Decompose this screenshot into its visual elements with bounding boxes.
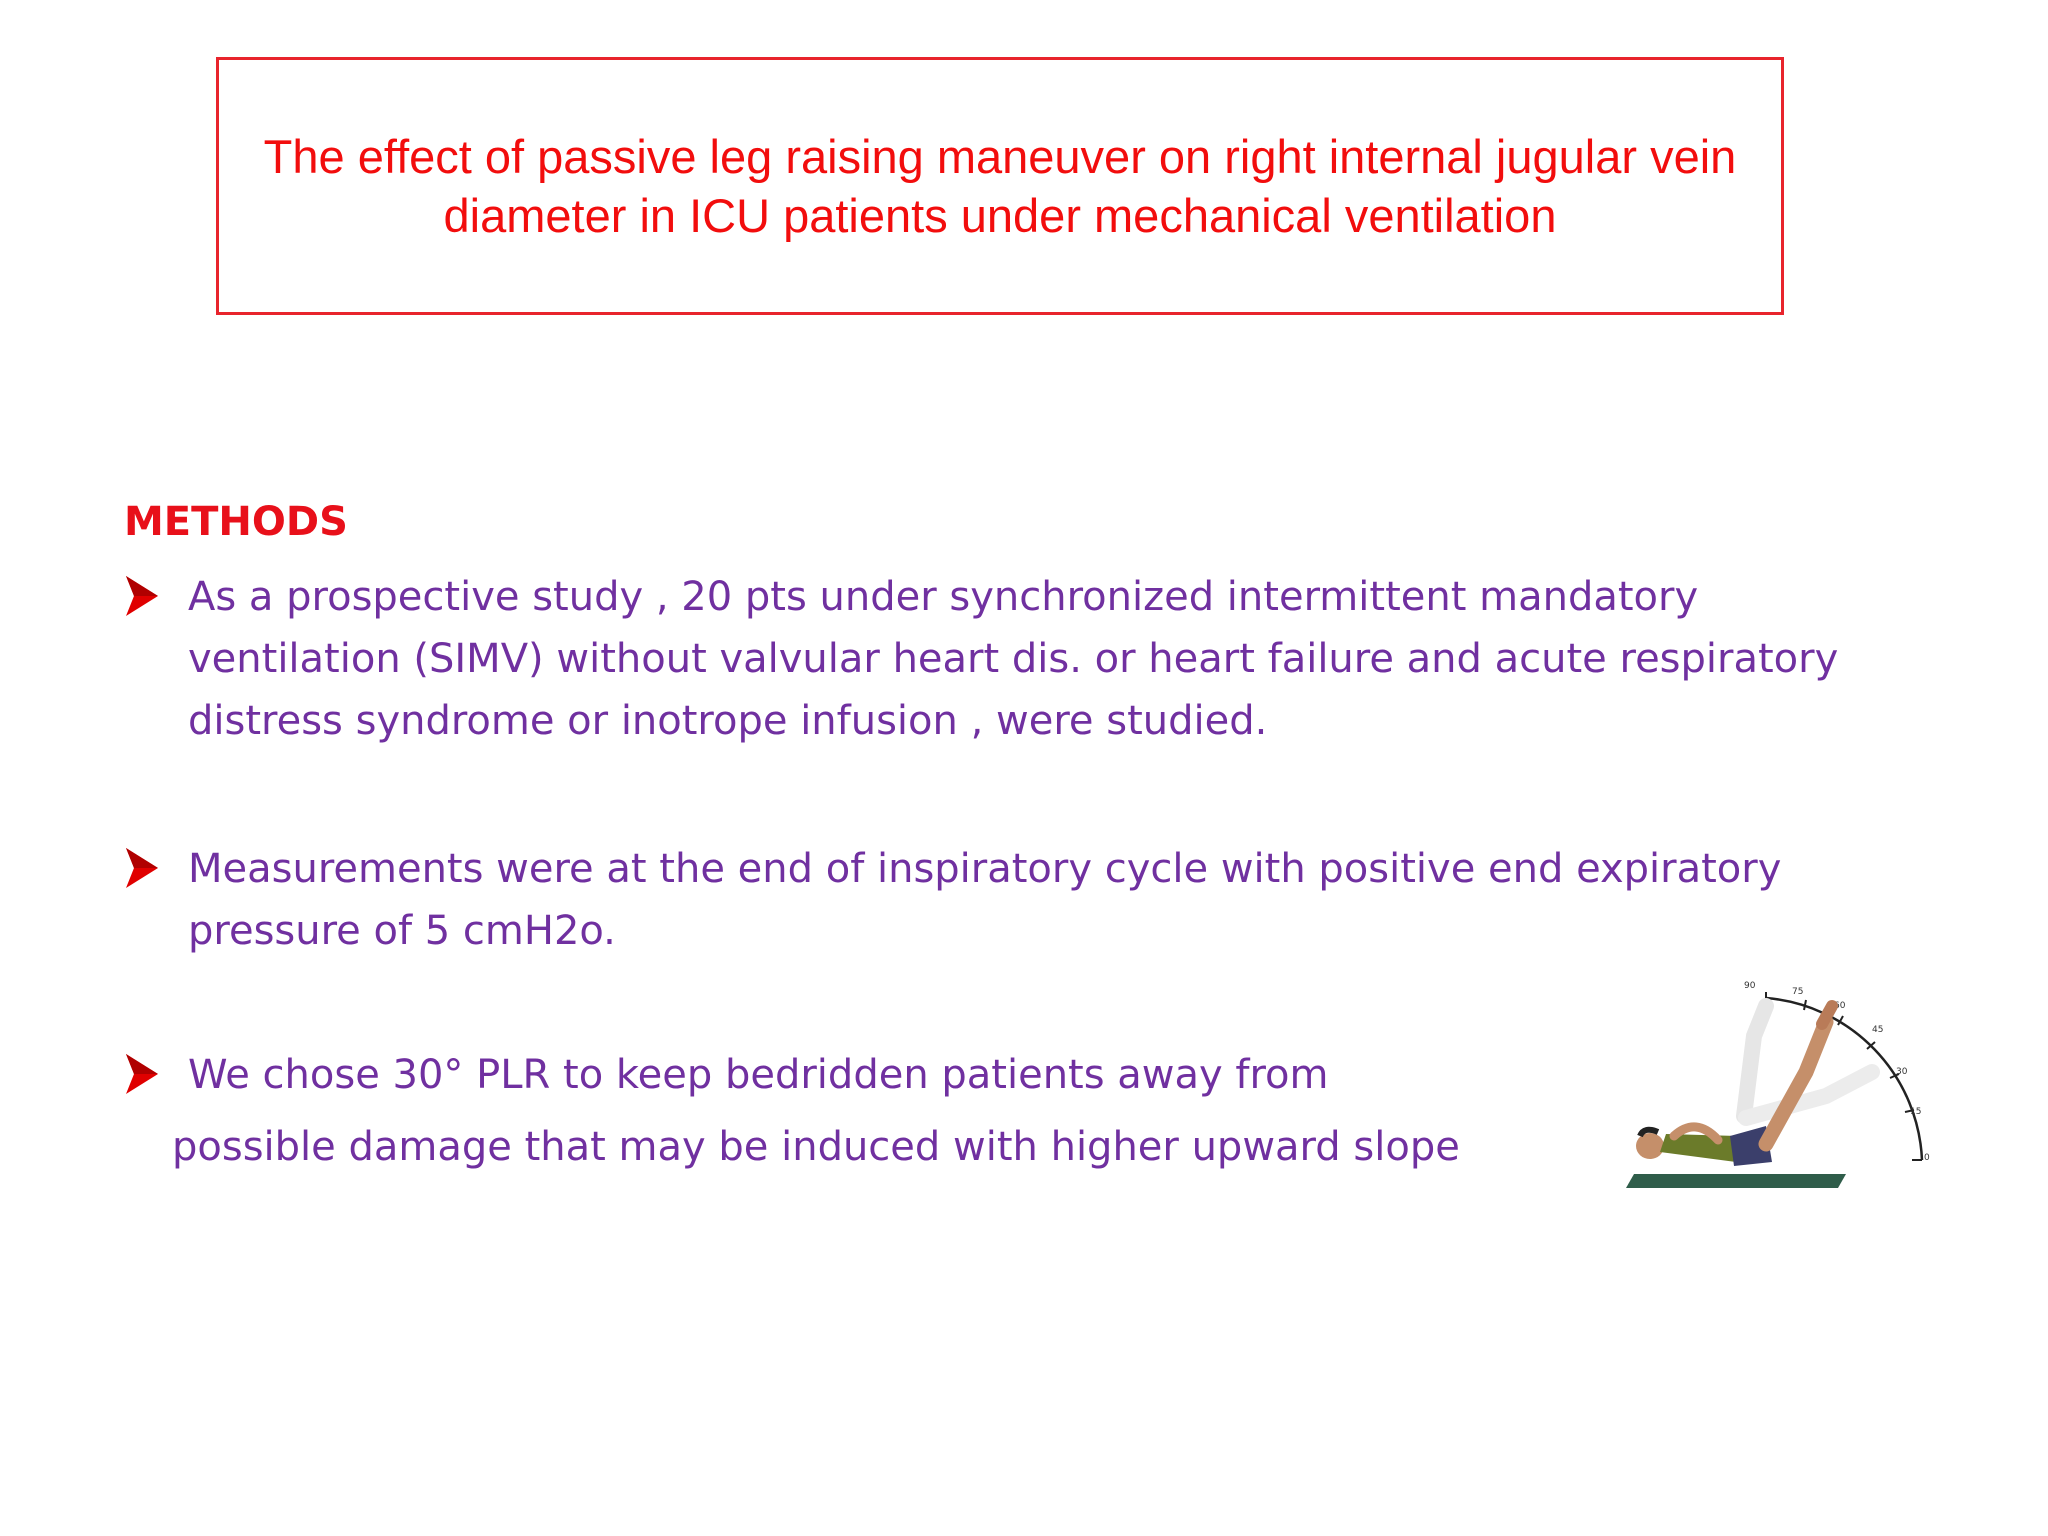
arrow-bullet-icon xyxy=(124,846,160,890)
section-heading-methods: METHODS xyxy=(124,499,348,545)
bullet-line: As a prospective study , 20 pts under synchronized intermittent mandatory xyxy=(188,574,1699,620)
bullet-line: pressure of 5 cmH2o. xyxy=(188,908,616,954)
angle-label: 90 xyxy=(1744,981,1756,991)
bullet-item xyxy=(124,1044,1584,1184)
angle-label: 15 xyxy=(1910,1107,1922,1117)
bullet-text xyxy=(188,838,1781,962)
angle-label: 60 xyxy=(1834,1001,1846,1011)
bullet-item xyxy=(124,566,1984,766)
leg-raise-figure-icon xyxy=(1626,976,1932,1188)
arrow-bullet-icon xyxy=(124,1052,160,1096)
bullet-item xyxy=(124,838,1984,978)
arrow-bullet-icon xyxy=(124,574,160,618)
bullet-text xyxy=(188,566,1838,752)
angle-label: 45 xyxy=(1872,1025,1884,1035)
slide-title: The effect of passive leg raising maneuver on right internal jugular vein diameter in ICU patients under mechanical ventilation xyxy=(263,130,1737,242)
bullet-line: Measurements were at the end of inspiratory cycle with positive end expiratory xyxy=(188,846,1782,892)
bullet-text xyxy=(172,1044,1460,1178)
angle-label: 0 xyxy=(1924,1153,1930,1163)
angle-label: 30 xyxy=(1896,1067,1908,1077)
bullet-line: ventilation (SIMV) without valvular heart dis. or heart failure and acute respiratory xyxy=(188,636,1839,682)
bullet-line: distress syndrome or inotrope infusion , were studied. xyxy=(188,698,1268,744)
title-box xyxy=(216,57,1784,315)
angle-label: 75 xyxy=(1792,987,1804,997)
bullet-line: possible damage that may be induced with higher upward slope xyxy=(172,1124,1460,1170)
bullet-line: We chose 30° PLR to keep bedridden patients away from xyxy=(188,1052,1329,1098)
